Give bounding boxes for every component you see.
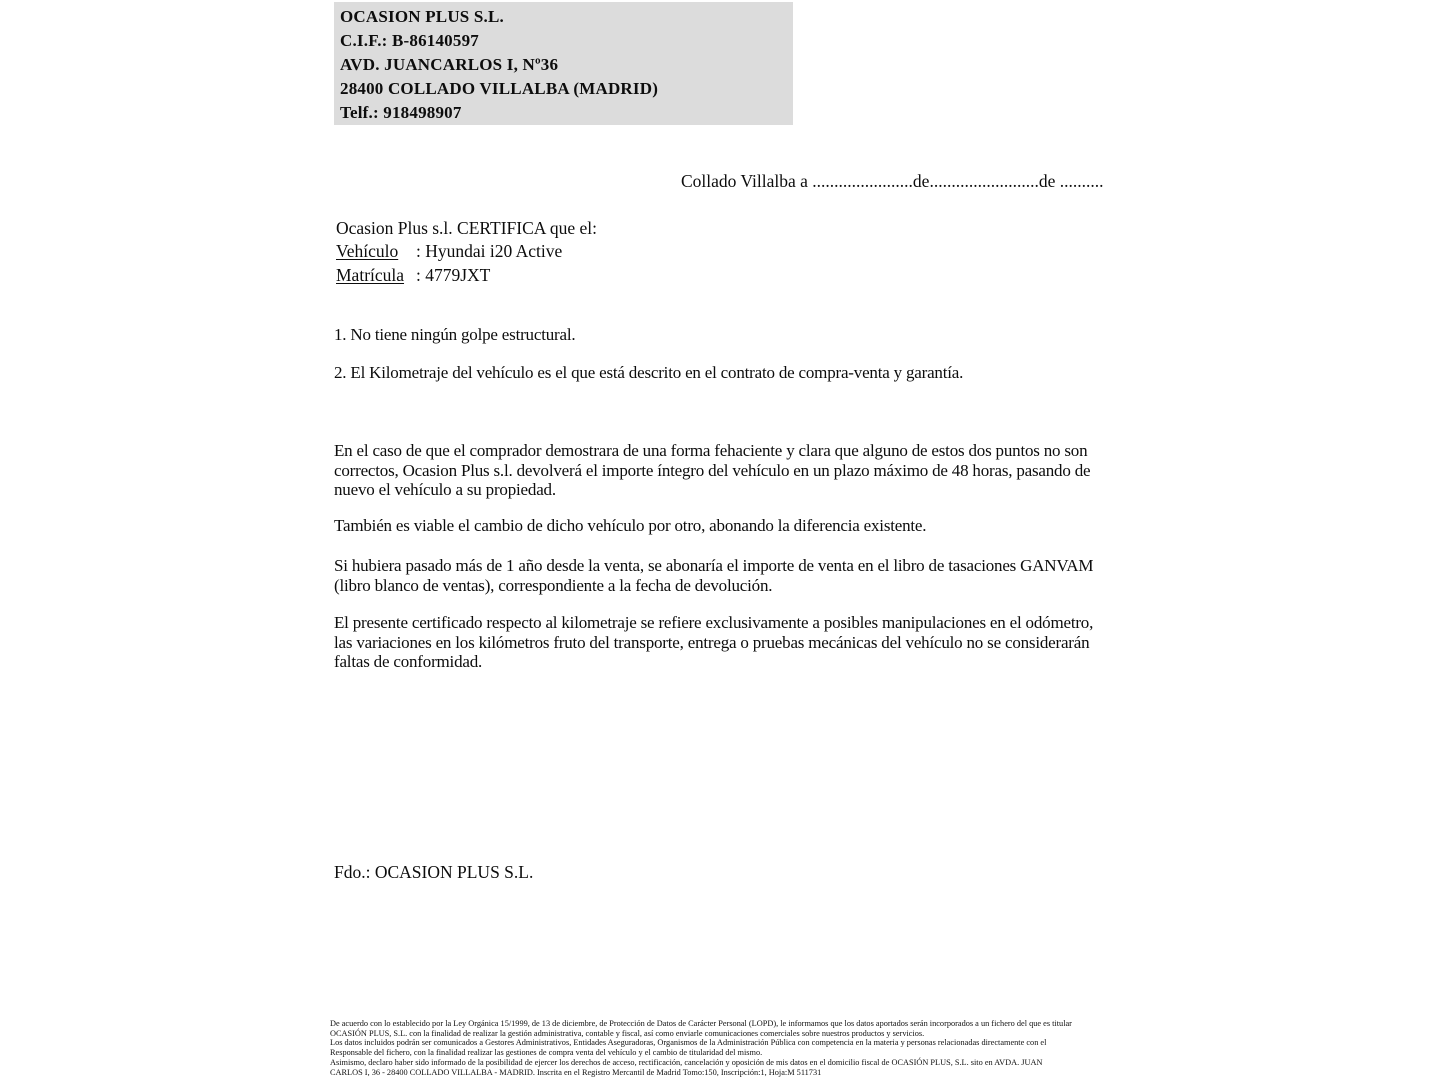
certified-point-2: 2. El Kilometraje del vehículo es el que está descrito en el contrato de compra-venta y garantía.	[334, 363, 964, 382]
company-header-box	[334, 2, 793, 125]
legal-line: Los datos incluidos podrán ser comunicados a Gestores Administrativos, Entidades Aseguradoras, Organismos de la Administración Pública con competencia en la materia y personas relacionadas directamente con el	[330, 1038, 1047, 1048]
paragraph-ganvam-valuation: Si hubiera pasado más de 1 año desde la venta, se abonaría el importe de venta en el libro de tasaciones GANVAM (libro blanco de ventas), correspondiente a la fecha de devolución.	[334, 556, 1094, 595]
vehicle-value: : Hyundai i20 Active	[416, 241, 563, 262]
company-phone: Telf.: 918498907	[340, 103, 462, 122]
certification-block	[336, 217, 597, 287]
plate-label: Matrícula	[336, 264, 405, 285]
legal-line: Responsable del fichero, con la finalidad realizar las gestiones de compra venta del vehículo y el cambio de titularidad del mismo.	[330, 1048, 763, 1058]
company-name: OCASION PLUS S.L.	[340, 7, 504, 26]
certify-intro: Ocasion Plus s.l. CERTIFICA que el:	[336, 218, 597, 238]
paragraph-exchange-option: También es viable el cambio de dicho vehículo por otro, abonando la diferencia existente.	[334, 516, 927, 535]
certified-point-1: 1. No tiene ningún golpe estructural.	[334, 325, 576, 344]
signature-line: Fdo.: OCASION PLUS S.L.	[334, 862, 534, 882]
plate-value: : 4779JXT	[416, 264, 491, 285]
legal-line: Asimismo, declaro haber sido informado de la posibilidad de ejercer los derechos de acceso, rectificación, cancelación y oposición de mis datos en el domicilio fiscal de OCASIÓN PLUS, S.L. sito en AVDA. JUAN	[330, 1057, 1043, 1067]
date-line: Collado Villalba a .......................de.........................de ..........	[681, 171, 1104, 191]
vehicle-label: Vehículo	[336, 241, 399, 262]
paragraph-refund-terms: En el caso de que el comprador demostrara de una forma fehaciente y clara que alguno de estos dos puntos no son correctos, Ocasion Plus s.l. devolverá el importe íntegro del vehículo en un plazo máximo de 48 horas, pasando de nuevo el vehículo a su propiedad.	[334, 441, 1091, 500]
legal-line: De acuerdo con lo establecido por la Ley Orgánica 15/1999, de 13 de diciembre, de Protección de Datos de Carácter Personal (LOPD), le informamos que los datos aportados serán incorporados a un fichero del que es titular	[330, 1019, 1072, 1028]
legal-line: CARLOS I, 36 - 28400 COLLADO VILLALBA - MADRID. Inscrita en el Registro Mercantil de Madrid Tomo:150, Inscripción:1, Hoja:M 511731	[330, 1067, 822, 1077]
company-city: 28400 COLLADO VILLALBA (MADRID)	[340, 79, 659, 98]
legal-line: OCASIÓN PLUS, S.L. con la finalidad de realizar la gestión administrativa, contable y fiscal, así como enviarle comunicaciones comerciales sobre nuestros productos y servicios.	[330, 1028, 925, 1038]
vehicle-row	[336, 240, 597, 263]
plate-row	[336, 264, 597, 287]
paragraph-odometer-disclaimer: El presente certificado respecto al kilometraje se refiere exclusivamente a posibles manipulaciones en el odómetro, las variaciones en los kilómetros fruto del transporte, entrega o pruebas mecánicas del vehículo no se considerarán faltas de conformidad.	[334, 613, 1094, 672]
company-cif: C.I.F.: B-86140597	[340, 31, 479, 50]
company-address: AVD. JUANCARLOS I, Nº36	[340, 55, 559, 74]
legal-fine-print	[330, 1019, 1072, 1077]
